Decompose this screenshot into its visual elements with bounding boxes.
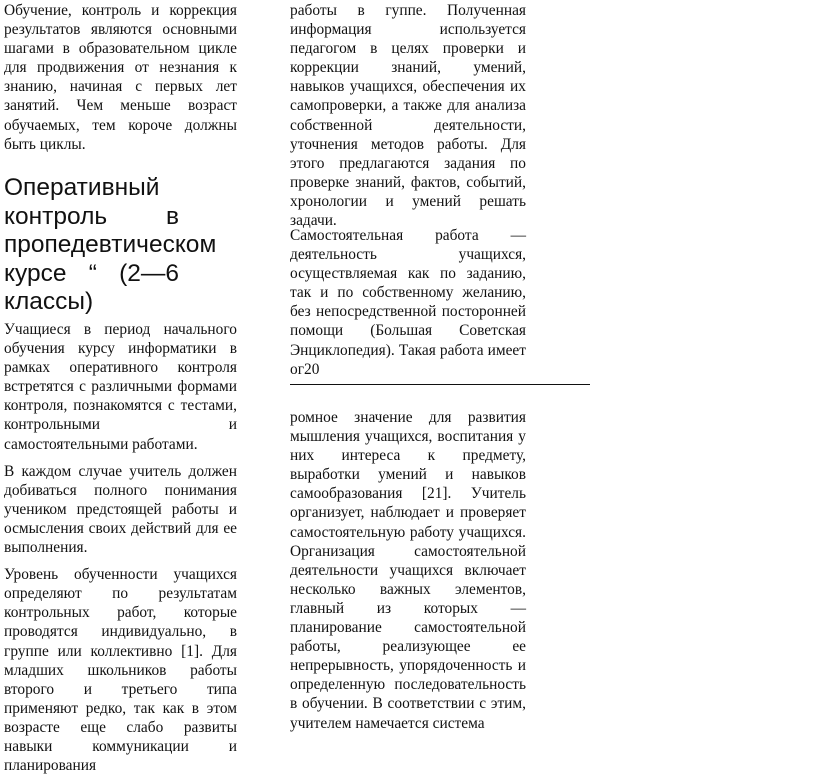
section-heading: Оперативный контроль в пропедевтическом курсе “ (2—6 классы): [4, 174, 217, 316]
page-break-rule: [290, 384, 590, 385]
intro-paragraph: Обучение, контроль и коррекция результатов являются основными шагами в образовательном цикле для продвижения от незнания к знанию, начиная с первых лет занятий. Чем меньше возраст обучаемых, тем короче должны быть циклы.: [4, 2, 237, 153]
right-column-top: [290, 1, 526, 230]
right-column-middle: [290, 226, 526, 379]
section-heading-block: [4, 174, 217, 317]
left-paragraph-2: В каждом случае учитель должен добиваться полного понимания учеником предстоящей работы и осмысления своих действий для ее выполнения.: [4, 462, 237, 557]
left-paragraph-1: Учащиеся в период начального обучения курсу информатики в рамках оперативного контроля встретятся с различными формами контроля, познакомятся с тестами, контрольными и самостоятельными работами.: [4, 321, 237, 453]
left-paragraph-3: Уровень обученности учащихся определяют по результатам контрольных работ, которые проводятся индивидуально, в группе или коллективно [1]. Для младших школьников работы второго и третьего типа применяют редко, так как в этом возрасте еще слабо развиты навыки коммуникации и планирования: [4, 566, 237, 775]
left-column-body: [4, 320, 237, 775]
right-paragraph-2: Самостоятельная работа — деятельность учащихся, осуществляемая как по заданию, так и по собственному желанию, без непосредственной посторонней помощи (Большая Советская Энциклопедия). Такая работа имеет ог20: [290, 227, 526, 378]
right-column-bottom: [290, 408, 526, 733]
left-column-intro: [4, 1, 237, 154]
right-paragraph-3: ромное значение для развития мышления учащихся, воспитания у них интереса к предмету, выработки умений и навыков самообразования [21]. Учитель организует, наблюдает и проверяет самостоятельную работу учащихся. Организация самостоятельной деятельности учащихся включает несколько важных элементов, главный из которых — планирование самостоятельной работы, реализующее ее непрерывность, упорядоченность и определенную последовательность в обучении. В соответствии с этим, учителем намечается система: [290, 409, 526, 732]
right-paragraph-1: работы в гуппе. Полученная информация используется педагогом в целях проверки и коррекции знаний, умений, навыков учащихся, обеспечения их самопроверки, а также для анализа собственной деятельности, уточнения методов работы. Для этого предлагаются задания по проверке знаний, фактов, событий, хронологии и умений решать задачи.: [290, 2, 526, 230]
